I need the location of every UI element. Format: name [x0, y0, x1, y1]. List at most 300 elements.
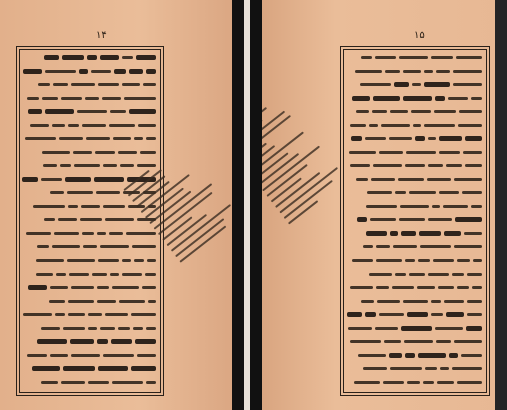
- script-stroke: [68, 313, 85, 316]
- script-stroke: [23, 69, 42, 74]
- script-stroke: [111, 339, 132, 344]
- script-stroke: [373, 164, 402, 167]
- script-stroke: [465, 164, 482, 167]
- script-stroke: [454, 340, 482, 343]
- left-text-block: [22, 54, 156, 386]
- script-stroke: [42, 151, 70, 154]
- script-stroke: [42, 97, 58, 100]
- script-stroke: [390, 110, 408, 113]
- script-stroke: [376, 259, 402, 262]
- script-stroke: [68, 300, 94, 303]
- script-stroke: [52, 124, 65, 127]
- script-stroke: [350, 340, 381, 343]
- script-stroke: [83, 245, 97, 248]
- script-stroke: [454, 178, 482, 181]
- script-stroke: [120, 164, 134, 167]
- script-line: [22, 54, 156, 61]
- script-stroke: [418, 259, 430, 262]
- script-stroke: [110, 273, 119, 276]
- script-stroke: [373, 96, 400, 101]
- script-stroke: [375, 327, 398, 330]
- script-stroke: [465, 136, 482, 141]
- script-stroke: [63, 327, 85, 330]
- script-stroke: [431, 313, 443, 316]
- script-stroke: [361, 56, 372, 59]
- left-page-number: ۱۴: [96, 30, 107, 41]
- script-stroke: [413, 124, 421, 127]
- script-stroke: [403, 96, 432, 101]
- script-stroke: [409, 191, 436, 194]
- script-line: [22, 122, 156, 129]
- script-stroke: [375, 56, 396, 59]
- script-stroke: [428, 218, 452, 221]
- script-stroke: [352, 96, 370, 101]
- script-stroke: [97, 232, 106, 235]
- script-stroke: [133, 327, 143, 330]
- script-line: [22, 379, 156, 386]
- script-line: [22, 230, 156, 237]
- script-stroke: [94, 177, 124, 182]
- script-line: [346, 311, 482, 318]
- script-stroke: [41, 178, 62, 181]
- script-stroke: [459, 110, 482, 113]
- script-stroke: [52, 245, 80, 248]
- script-stroke: [129, 109, 156, 114]
- script-line: [346, 149, 482, 156]
- script-stroke: [431, 300, 441, 303]
- script-line: [22, 257, 156, 264]
- script-stroke: [377, 300, 400, 303]
- script-stroke: [105, 313, 128, 316]
- script-stroke: [114, 69, 126, 74]
- script-stroke: [360, 83, 391, 86]
- script-stroke: [71, 354, 100, 357]
- script-stroke: [132, 245, 156, 248]
- script-stroke: [473, 259, 482, 262]
- left-manuscript-page: [0, 0, 232, 410]
- script-stroke: [138, 124, 156, 127]
- script-stroke: [464, 232, 482, 235]
- script-line: [22, 365, 156, 372]
- script-stroke: [418, 353, 446, 358]
- script-stroke: [100, 245, 129, 248]
- script-stroke: [118, 151, 137, 154]
- right-page-number: ۱۵: [414, 30, 425, 41]
- script-stroke: [390, 231, 398, 236]
- script-line: [22, 108, 156, 115]
- script-line: [22, 81, 156, 88]
- script-stroke: [392, 286, 414, 289]
- script-stroke: [355, 70, 382, 73]
- script-stroke: [404, 340, 433, 343]
- script-stroke: [463, 151, 482, 154]
- script-stroke: [126, 232, 156, 235]
- script-stroke: [385, 70, 400, 73]
- script-stroke: [41, 381, 58, 384]
- script-stroke: [55, 313, 65, 316]
- script-line: [346, 379, 482, 386]
- script-stroke: [351, 136, 362, 141]
- script-stroke: [428, 273, 449, 276]
- script-stroke: [119, 300, 145, 303]
- script-stroke: [23, 313, 52, 316]
- script-stroke: [44, 218, 55, 221]
- script-stroke: [43, 164, 57, 167]
- script-stroke: [453, 83, 482, 86]
- right-manuscript-page: [262, 0, 507, 410]
- script-stroke: [420, 245, 451, 248]
- script-stroke: [436, 70, 450, 73]
- script-stroke: [98, 366, 128, 371]
- script-line: [346, 352, 482, 359]
- script-stroke: [412, 83, 421, 86]
- script-stroke: [407, 381, 420, 384]
- script-stroke: [82, 232, 94, 235]
- script-stroke: [88, 381, 109, 384]
- script-stroke: [407, 312, 428, 317]
- script-stroke: [399, 218, 425, 221]
- script-stroke: [25, 137, 56, 140]
- script-stroke: [354, 381, 380, 384]
- script-stroke: [448, 97, 468, 100]
- script-stroke: [369, 273, 392, 276]
- script-stroke: [467, 313, 482, 316]
- script-stroke: [395, 273, 406, 276]
- script-line: [346, 243, 482, 250]
- script-stroke: [96, 191, 120, 194]
- script-stroke: [449, 353, 458, 358]
- script-stroke: [471, 97, 482, 100]
- script-stroke: [97, 300, 116, 303]
- script-line: [346, 135, 482, 142]
- script-stroke: [381, 124, 410, 127]
- script-line: [346, 68, 482, 75]
- script-stroke: [394, 82, 409, 87]
- script-stroke: [446, 312, 464, 317]
- script-stroke: [452, 273, 464, 276]
- script-stroke: [109, 232, 123, 235]
- scan-edge: [495, 0, 507, 410]
- script-stroke: [87, 55, 97, 60]
- script-stroke: [147, 259, 156, 262]
- script-stroke: [419, 231, 441, 236]
- script-stroke: [63, 366, 95, 371]
- script-stroke: [27, 354, 47, 357]
- script-stroke: [92, 273, 107, 276]
- script-stroke: [49, 300, 65, 303]
- script-stroke: [444, 231, 461, 236]
- script-stroke: [67, 191, 93, 194]
- script-stroke: [348, 327, 372, 330]
- script-stroke: [61, 97, 82, 100]
- script-stroke: [146, 137, 156, 140]
- script-line: [22, 352, 156, 359]
- script-line: [22, 325, 156, 332]
- script-stroke: [440, 367, 449, 370]
- script-line: [22, 298, 156, 305]
- script-stroke: [457, 259, 470, 262]
- script-stroke: [58, 218, 77, 221]
- script-stroke: [82, 124, 106, 127]
- script-stroke: [428, 137, 436, 140]
- script-stroke: [443, 205, 468, 208]
- script-line: [346, 365, 482, 372]
- script-stroke: [122, 83, 140, 86]
- script-stroke: [424, 124, 455, 127]
- script-stroke: [395, 191, 406, 194]
- script-stroke: [59, 137, 83, 140]
- script-stroke: [467, 273, 482, 276]
- script-stroke: [74, 164, 100, 167]
- script-stroke: [38, 83, 50, 86]
- script-stroke: [379, 151, 403, 154]
- script-stroke: [41, 327, 60, 330]
- script-stroke: [389, 353, 402, 358]
- script-stroke: [68, 205, 78, 208]
- script-stroke: [466, 326, 482, 331]
- script-stroke: [50, 354, 68, 357]
- script-stroke: [28, 109, 42, 114]
- script-stroke: [134, 259, 144, 262]
- script-stroke: [56, 273, 66, 276]
- script-stroke: [435, 327, 463, 330]
- script-stroke: [136, 55, 156, 60]
- script-stroke: [367, 191, 392, 194]
- script-stroke: [102, 97, 121, 100]
- script-stroke: [405, 259, 415, 262]
- script-line: [346, 325, 482, 332]
- script-stroke: [379, 313, 404, 316]
- script-line: [346, 122, 482, 129]
- script-stroke: [467, 300, 482, 303]
- script-stroke: [363, 245, 373, 248]
- script-stroke: [131, 313, 156, 316]
- script-stroke: [435, 96, 445, 101]
- script-line: [22, 271, 156, 278]
- script-line: [22, 311, 156, 318]
- script-stroke: [437, 381, 454, 384]
- script-stroke: [433, 259, 454, 262]
- script-stroke: [446, 164, 462, 167]
- script-stroke: [366, 205, 397, 208]
- script-stroke: [363, 367, 387, 370]
- script-stroke: [389, 137, 412, 140]
- script-stroke: [50, 286, 68, 289]
- script-stroke: [97, 286, 109, 289]
- script-stroke: [352, 259, 373, 262]
- script-line: [346, 108, 482, 115]
- script-stroke: [98, 83, 119, 86]
- script-line: [346, 176, 482, 183]
- script-stroke: [80, 218, 102, 221]
- script-line: [22, 68, 156, 75]
- script-stroke: [37, 339, 67, 344]
- script-stroke: [124, 97, 156, 100]
- script-stroke: [68, 124, 79, 127]
- script-stroke: [409, 273, 425, 276]
- script-stroke: [91, 70, 111, 73]
- script-stroke: [436, 340, 451, 343]
- script-line: [346, 81, 482, 88]
- script-stroke: [400, 205, 429, 208]
- script-stroke: [403, 70, 421, 73]
- script-stroke: [70, 339, 94, 344]
- script-stroke: [26, 232, 51, 235]
- script-stroke: [452, 367, 482, 370]
- script-stroke: [81, 205, 100, 208]
- script-stroke: [369, 124, 378, 127]
- script-stroke: [384, 340, 401, 343]
- script-stroke: [415, 136, 425, 141]
- script-stroke: [431, 56, 453, 59]
- script-stroke: [350, 124, 366, 127]
- script-stroke: [401, 231, 416, 236]
- script-stroke: [457, 381, 482, 384]
- script-stroke: [358, 354, 386, 357]
- script-stroke: [146, 381, 156, 384]
- script-stroke: [349, 151, 376, 154]
- script-stroke: [399, 56, 428, 59]
- script-stroke: [60, 164, 71, 167]
- script-stroke: [97, 339, 108, 344]
- script-stroke: [140, 151, 156, 154]
- script-stroke: [148, 300, 156, 303]
- script-stroke: [79, 69, 88, 74]
- script-stroke: [27, 97, 39, 100]
- script-stroke: [472, 286, 482, 289]
- script-stroke: [36, 273, 53, 276]
- script-stroke: [103, 164, 117, 167]
- script-stroke: [401, 326, 432, 331]
- script-stroke: [347, 312, 362, 317]
- script-stroke: [423, 381, 434, 384]
- script-line: [22, 338, 156, 345]
- script-stroke: [50, 191, 64, 194]
- script-stroke: [37, 245, 49, 248]
- script-stroke: [383, 381, 404, 384]
- script-stroke: [122, 273, 142, 276]
- script-line: [22, 284, 156, 291]
- script-stroke: [67, 259, 95, 262]
- script-line: [346, 284, 482, 291]
- script-stroke: [424, 82, 450, 87]
- script-stroke: [425, 367, 437, 370]
- script-line: [346, 338, 482, 345]
- script-stroke: [112, 381, 143, 384]
- gutter-page-edge: [244, 0, 250, 410]
- script-stroke: [88, 313, 102, 316]
- script-stroke: [143, 83, 156, 86]
- script-line: [22, 162, 156, 169]
- script-stroke: [103, 354, 134, 357]
- script-stroke: [88, 327, 97, 330]
- script-stroke: [54, 232, 79, 235]
- script-stroke: [131, 366, 156, 371]
- script-line: [22, 149, 156, 156]
- script-stroke: [32, 366, 60, 371]
- script-stroke: [61, 381, 85, 384]
- script-stroke: [105, 218, 134, 221]
- script-stroke: [100, 327, 115, 330]
- script-stroke: [457, 286, 469, 289]
- script-stroke: [406, 151, 436, 154]
- script-stroke: [110, 110, 126, 113]
- script-stroke: [405, 353, 415, 358]
- script-stroke: [350, 286, 373, 289]
- script-stroke: [432, 205, 440, 208]
- script-stroke: [390, 367, 422, 370]
- script-stroke: [376, 286, 389, 289]
- script-stroke: [146, 69, 156, 74]
- script-stroke: [44, 55, 59, 60]
- script-line: [22, 135, 156, 142]
- script-stroke: [112, 286, 139, 289]
- script-stroke: [424, 70, 433, 73]
- script-stroke: [434, 110, 456, 113]
- script-stroke: [462, 191, 482, 194]
- script-stroke: [62, 55, 84, 60]
- script-stroke: [356, 178, 368, 181]
- script-line: [22, 243, 156, 250]
- script-line: [346, 189, 482, 196]
- script-stroke: [22, 177, 38, 182]
- script-stroke: [122, 259, 131, 262]
- script-stroke: [371, 178, 395, 181]
- script-stroke: [109, 124, 135, 127]
- script-line: [346, 162, 482, 169]
- script-stroke: [403, 300, 428, 303]
- script-stroke: [461, 354, 482, 357]
- script-stroke: [361, 300, 374, 303]
- script-stroke: [53, 83, 68, 86]
- script-stroke: [118, 327, 130, 330]
- script-stroke: [146, 327, 156, 330]
- script-stroke: [98, 259, 119, 262]
- script-stroke: [458, 124, 482, 127]
- script-stroke: [142, 286, 156, 289]
- script-stroke: [30, 124, 49, 127]
- script-stroke: [453, 70, 482, 73]
- script-stroke: [113, 137, 131, 140]
- script-line: [346, 298, 482, 305]
- script-stroke: [372, 110, 387, 113]
- script-stroke: [427, 178, 451, 181]
- script-stroke: [439, 136, 462, 141]
- script-stroke: [103, 205, 125, 208]
- script-stroke: [85, 97, 99, 100]
- script-stroke: [122, 56, 133, 59]
- script-stroke: [95, 151, 115, 154]
- script-stroke: [45, 70, 76, 73]
- script-stroke: [471, 205, 482, 208]
- script-stroke: [365, 137, 386, 140]
- script-stroke: [73, 151, 92, 154]
- script-stroke: [45, 109, 74, 114]
- script-stroke: [145, 273, 156, 276]
- script-stroke: [438, 286, 454, 289]
- script-stroke: [69, 273, 89, 276]
- script-stroke: [411, 110, 431, 113]
- script-stroke: [439, 151, 460, 154]
- script-stroke: [135, 339, 156, 344]
- script-stroke: [376, 245, 390, 248]
- script-stroke: [28, 285, 47, 290]
- script-stroke: [455, 217, 482, 222]
- script-stroke: [456, 56, 482, 59]
- script-stroke: [365, 312, 376, 317]
- script-stroke: [439, 191, 459, 194]
- margin-note-stroke: [262, 119, 263, 147]
